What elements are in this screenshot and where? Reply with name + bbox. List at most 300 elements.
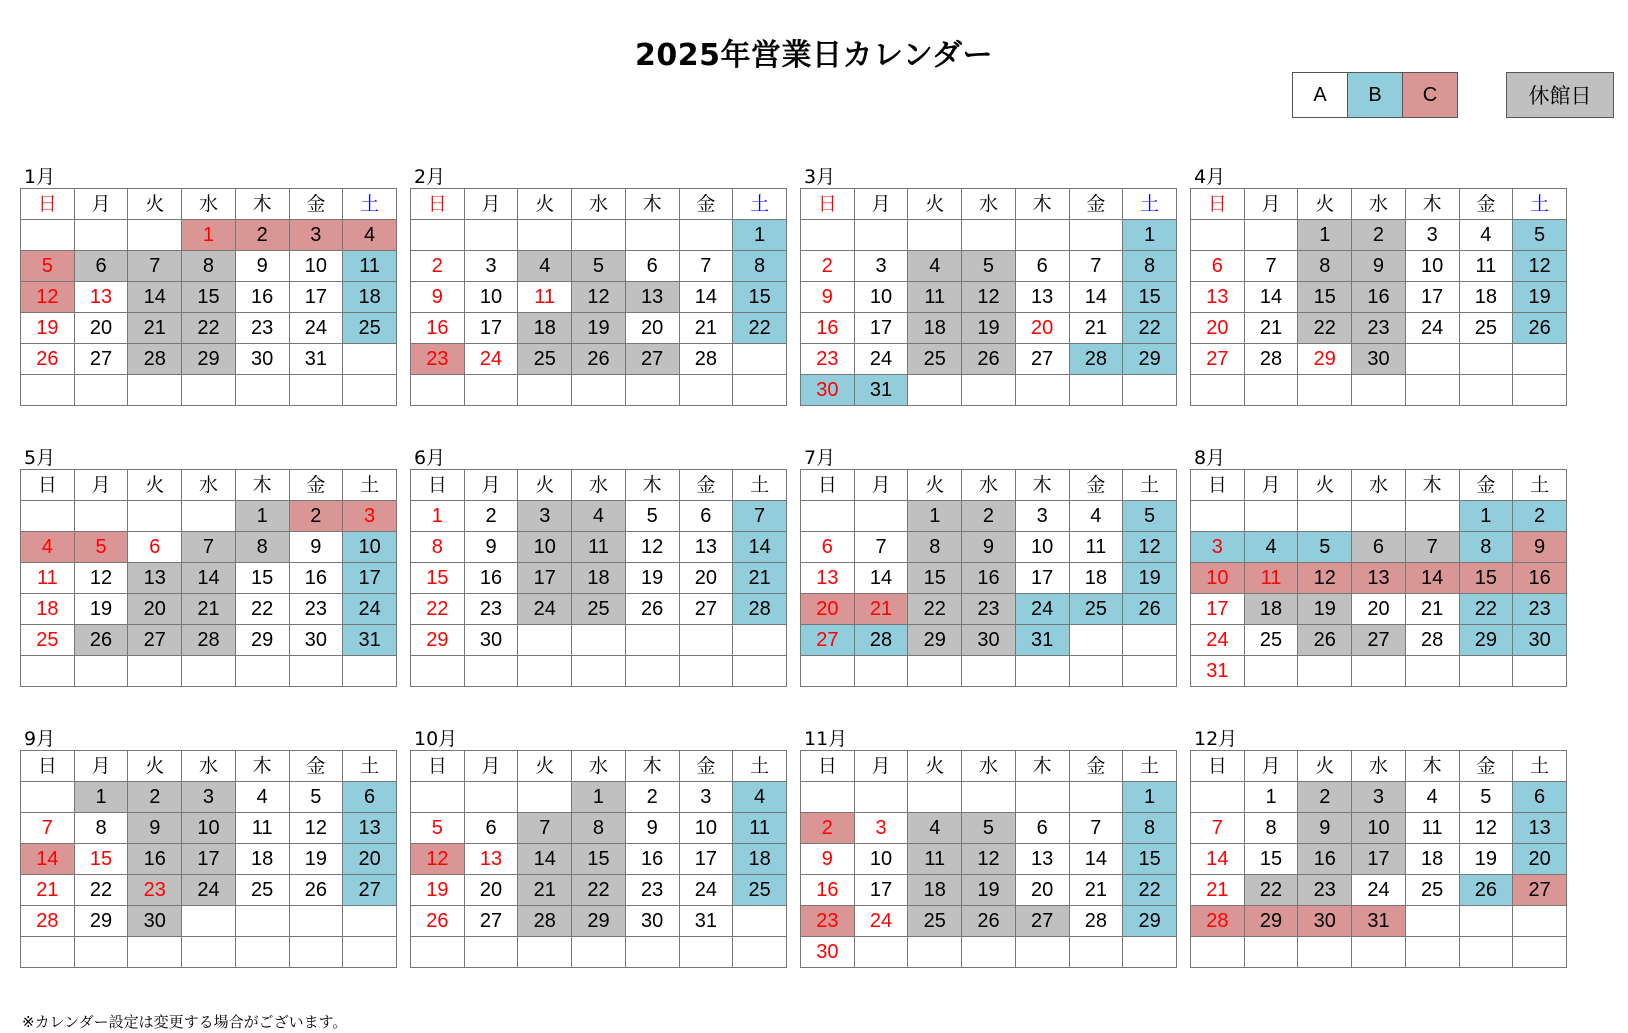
empty-cell (1123, 937, 1177, 968)
day-cell: 16 (801, 313, 855, 344)
day-cell: 28 (854, 625, 908, 656)
day-cell: 22 (182, 313, 236, 344)
week-row (1191, 313, 1567, 344)
empty-cell (1405, 344, 1459, 375)
weekday-header: 水 (572, 189, 626, 220)
month-table (20, 469, 397, 687)
weekday-header: 月 (74, 751, 128, 782)
day-cell: 21 (1405, 594, 1459, 625)
day-cell: 14 (518, 844, 572, 875)
empty-cell (21, 501, 75, 532)
weekday-header: 木 (1405, 470, 1459, 501)
weekday-header-row (1191, 470, 1567, 501)
weekday-header-row (801, 470, 1177, 501)
day-cell: 5 (962, 251, 1016, 282)
week-row (1191, 563, 1567, 594)
month-table (410, 469, 787, 687)
month-table (1190, 188, 1567, 406)
day-cell: 14 (128, 282, 182, 313)
day-cell: 18 (1459, 282, 1513, 313)
day-cell: 14 (21, 844, 75, 875)
day-cell: 28 (679, 344, 733, 375)
day-cell: 5 (572, 251, 626, 282)
empty-cell (289, 656, 343, 687)
day-cell: 14 (1069, 282, 1123, 313)
day-cell: 30 (128, 906, 182, 937)
weekday-header: 木 (1015, 189, 1069, 220)
day-cell: 20 (1352, 594, 1406, 625)
day-cell: 22 (411, 594, 465, 625)
day-cell: 30 (1352, 344, 1406, 375)
day-cell: 17 (1191, 594, 1245, 625)
day-cell: 23 (962, 594, 1016, 625)
day-cell: 31 (289, 344, 343, 375)
empty-cell (625, 656, 679, 687)
day-cell: 30 (801, 937, 855, 968)
weekday-header: 木 (625, 751, 679, 782)
day-cell: 26 (1123, 594, 1177, 625)
month-label: 5月 (24, 447, 56, 469)
day-cell: 27 (464, 906, 518, 937)
day-cell: 11 (908, 282, 962, 313)
week-row (1191, 813, 1567, 844)
day-cell: 12 (1459, 813, 1513, 844)
empty-cell (1459, 344, 1513, 375)
week-row (411, 501, 787, 532)
month-calendar (410, 728, 787, 968)
day-cell: 11 (908, 844, 962, 875)
empty-cell (733, 625, 787, 656)
week-row (21, 844, 397, 875)
weekday-header: 月 (854, 751, 908, 782)
day-cell: 23 (1298, 875, 1352, 906)
weekday-header: 日 (1191, 751, 1245, 782)
day-cell: 9 (289, 532, 343, 563)
weekday-header: 水 (572, 751, 626, 782)
day-cell: 19 (625, 563, 679, 594)
day-cell: 26 (1298, 625, 1352, 656)
weekday-header: 土 (1513, 751, 1567, 782)
day-cell: 24 (182, 875, 236, 906)
day-cell: 30 (1298, 906, 1352, 937)
empty-cell (1123, 375, 1177, 406)
day-cell: 23 (235, 313, 289, 344)
day-cell: 29 (182, 344, 236, 375)
day-cell: 18 (733, 844, 787, 875)
weekday-header: 火 (128, 470, 182, 501)
weekday-header: 火 (128, 189, 182, 220)
empty-cell (1405, 501, 1459, 532)
day-cell: 29 (74, 906, 128, 937)
day-cell: 7 (1069, 251, 1123, 282)
day-cell: 3 (182, 782, 236, 813)
weekday-header: 水 (572, 470, 626, 501)
empty-cell (128, 656, 182, 687)
weekday-header-row (21, 470, 397, 501)
empty-cell (182, 501, 236, 532)
day-cell: 10 (1015, 532, 1069, 563)
weekday-header: 水 (962, 189, 1016, 220)
day-cell: 7 (182, 532, 236, 563)
day-cell: 10 (1405, 251, 1459, 282)
day-cell: 16 (411, 313, 465, 344)
day-cell: 10 (1191, 563, 1245, 594)
empty-cell (1123, 625, 1177, 656)
day-cell: 2 (962, 501, 1016, 532)
day-cell: 29 (1244, 906, 1298, 937)
empty-cell (1459, 656, 1513, 687)
empty-cell (572, 375, 626, 406)
week-row (411, 344, 787, 375)
weekday-header: 木 (1015, 751, 1069, 782)
empty-cell (74, 656, 128, 687)
empty-cell (1191, 501, 1245, 532)
day-cell: 30 (625, 906, 679, 937)
week-row (1191, 844, 1567, 875)
empty-cell (74, 501, 128, 532)
month-table (410, 750, 787, 968)
day-cell: 25 (1069, 594, 1123, 625)
day-cell: 2 (625, 782, 679, 813)
day-cell: 11 (1459, 251, 1513, 282)
month-table (800, 750, 1177, 968)
day-cell: 20 (74, 313, 128, 344)
weekday-header: 月 (854, 470, 908, 501)
day-cell: 18 (1069, 563, 1123, 594)
day-cell: 24 (854, 906, 908, 937)
day-cell: 13 (1513, 813, 1567, 844)
weekday-header: 火 (1298, 751, 1352, 782)
empty-cell (74, 375, 128, 406)
weekday-header: 水 (1352, 189, 1406, 220)
day-cell: 7 (21, 813, 75, 844)
empty-cell (679, 656, 733, 687)
day-cell: 4 (572, 501, 626, 532)
day-cell: 4 (733, 782, 787, 813)
day-cell: 27 (801, 625, 855, 656)
empty-cell (625, 937, 679, 968)
day-cell: 2 (1352, 220, 1406, 251)
empty-cell (801, 220, 855, 251)
day-cell: 4 (518, 251, 572, 282)
week-row (21, 937, 397, 968)
day-cell: 26 (625, 594, 679, 625)
day-cell: 6 (1352, 532, 1406, 563)
legend-holiday: 休館日 (1506, 72, 1614, 118)
empty-cell (1244, 375, 1298, 406)
day-cell: 1 (182, 220, 236, 251)
week-row (801, 375, 1177, 406)
legend-a: A (1313, 83, 1327, 106)
week-row (801, 251, 1177, 282)
weekday-header: 火 (518, 470, 572, 501)
week-row (411, 251, 787, 282)
week-row (411, 220, 787, 251)
week-row (411, 937, 787, 968)
week-row (411, 906, 787, 937)
empty-cell (1298, 937, 1352, 968)
day-cell: 26 (1459, 875, 1513, 906)
day-cell: 1 (235, 501, 289, 532)
empty-cell (1069, 937, 1123, 968)
day-cell: 20 (343, 844, 397, 875)
day-cell: 27 (625, 344, 679, 375)
day-cell: 1 (733, 220, 787, 251)
weekday-header: 金 (679, 189, 733, 220)
empty-cell (1244, 937, 1298, 968)
week-row (801, 594, 1177, 625)
month-calendar (800, 166, 1177, 406)
day-cell: 18 (572, 563, 626, 594)
day-cell: 3 (679, 782, 733, 813)
day-cell: 2 (411, 251, 465, 282)
empty-cell (733, 344, 787, 375)
week-row (801, 344, 1177, 375)
empty-cell (625, 625, 679, 656)
weekday-header: 日 (21, 189, 75, 220)
day-cell: 10 (854, 282, 908, 313)
day-cell: 2 (1513, 501, 1567, 532)
empty-cell (464, 656, 518, 687)
empty-cell (1298, 501, 1352, 532)
day-cell: 15 (1459, 563, 1513, 594)
weekday-header: 水 (962, 751, 1016, 782)
day-cell: 13 (1352, 563, 1406, 594)
month-calendar (1190, 447, 1567, 687)
day-cell: 27 (1513, 875, 1567, 906)
day-cell: 31 (854, 375, 908, 406)
weekday-header: 月 (74, 470, 128, 501)
empty-cell (733, 656, 787, 687)
day-cell: 24 (1352, 875, 1406, 906)
weekday-header-row (21, 751, 397, 782)
empty-cell (679, 375, 733, 406)
empty-cell (1352, 937, 1406, 968)
weekday-header: 金 (1069, 751, 1123, 782)
week-row (801, 906, 1177, 937)
day-cell: 1 (1244, 782, 1298, 813)
day-cell: 3 (464, 251, 518, 282)
empty-cell (625, 220, 679, 251)
day-cell: 3 (854, 813, 908, 844)
day-cell: 27 (1015, 906, 1069, 937)
empty-cell (572, 625, 626, 656)
empty-cell (74, 220, 128, 251)
weekday-header: 土 (1123, 751, 1177, 782)
day-cell: 21 (1191, 875, 1245, 906)
day-cell: 10 (289, 251, 343, 282)
weekday-header: 火 (908, 189, 962, 220)
day-cell: 9 (1298, 813, 1352, 844)
empty-cell (854, 782, 908, 813)
empty-cell (1459, 375, 1513, 406)
day-cell: 6 (801, 532, 855, 563)
month-calendar (410, 447, 787, 687)
day-cell: 4 (1244, 532, 1298, 563)
day-cell: 19 (1513, 282, 1567, 313)
empty-cell (1069, 782, 1123, 813)
day-cell: 16 (962, 563, 1016, 594)
day-cell: 15 (1298, 282, 1352, 313)
day-cell: 8 (733, 251, 787, 282)
week-row (21, 813, 397, 844)
day-cell: 10 (854, 844, 908, 875)
day-cell: 5 (21, 251, 75, 282)
empty-cell (572, 220, 626, 251)
weekday-header: 日 (411, 189, 465, 220)
day-cell: 13 (343, 813, 397, 844)
weekday-header: 日 (411, 470, 465, 501)
weekday-header: 月 (1244, 470, 1298, 501)
weekday-header: 火 (1298, 470, 1352, 501)
day-cell: 8 (235, 532, 289, 563)
weekday-header: 水 (182, 751, 236, 782)
weekday-header: 日 (411, 751, 465, 782)
weekday-header-row (21, 189, 397, 220)
weekday-header: 土 (733, 470, 787, 501)
day-cell: 13 (1191, 282, 1245, 313)
empty-cell (21, 375, 75, 406)
day-cell: 24 (854, 344, 908, 375)
day-cell: 27 (1015, 344, 1069, 375)
day-cell: 29 (1459, 625, 1513, 656)
day-cell: 5 (1123, 501, 1177, 532)
day-cell: 17 (854, 313, 908, 344)
day-cell: 24 (464, 344, 518, 375)
day-cell: 29 (235, 625, 289, 656)
week-row (411, 313, 787, 344)
empty-cell (182, 375, 236, 406)
day-cell: 21 (518, 875, 572, 906)
day-cell: 8 (411, 532, 465, 563)
empty-cell (1244, 220, 1298, 251)
weekday-header: 水 (1352, 751, 1406, 782)
empty-cell (289, 906, 343, 937)
day-cell: 15 (572, 844, 626, 875)
weekday-header-row (411, 189, 787, 220)
day-cell: 21 (1069, 313, 1123, 344)
day-cell: 5 (289, 782, 343, 813)
empty-cell (962, 375, 1016, 406)
day-cell: 23 (625, 875, 679, 906)
day-cell: 16 (1352, 282, 1406, 313)
day-cell: 10 (182, 813, 236, 844)
day-cell: 1 (74, 782, 128, 813)
day-cell: 11 (1405, 813, 1459, 844)
day-cell: 26 (21, 344, 75, 375)
empty-cell (908, 375, 962, 406)
weekday-header: 木 (625, 189, 679, 220)
day-cell: 22 (1244, 875, 1298, 906)
day-cell: 3 (854, 251, 908, 282)
day-cell: 13 (1015, 282, 1069, 313)
empty-cell (343, 937, 397, 968)
day-cell: 8 (1244, 813, 1298, 844)
day-cell: 23 (1513, 594, 1567, 625)
weekday-header: 日 (21, 470, 75, 501)
day-cell: 25 (908, 906, 962, 937)
day-cell: 21 (1244, 313, 1298, 344)
day-cell: 23 (1352, 313, 1406, 344)
day-cell: 8 (908, 532, 962, 563)
month-label: 9月 (24, 728, 56, 750)
weekday-header: 水 (182, 189, 236, 220)
day-cell: 21 (182, 594, 236, 625)
day-cell: 12 (21, 282, 75, 313)
empty-cell (854, 501, 908, 532)
day-cell: 4 (1069, 501, 1123, 532)
weekday-header: 木 (235, 189, 289, 220)
day-cell: 27 (1191, 344, 1245, 375)
day-cell: 22 (1459, 594, 1513, 625)
empty-cell (518, 625, 572, 656)
weekday-header-row (801, 189, 1177, 220)
empty-cell (1123, 656, 1177, 687)
day-cell: 13 (464, 844, 518, 875)
weekday-header: 木 (235, 751, 289, 782)
day-cell: 17 (343, 563, 397, 594)
empty-cell (733, 906, 787, 937)
day-cell: 15 (235, 563, 289, 594)
week-row (411, 844, 787, 875)
week-row (1191, 656, 1567, 687)
day-cell: 22 (908, 594, 962, 625)
day-cell: 11 (343, 251, 397, 282)
day-cell: 17 (182, 844, 236, 875)
day-cell: 28 (518, 906, 572, 937)
day-cell: 21 (1069, 875, 1123, 906)
empty-cell (235, 906, 289, 937)
day-cell: 30 (962, 625, 1016, 656)
day-cell: 25 (908, 344, 962, 375)
day-cell: 8 (182, 251, 236, 282)
empty-cell (1513, 937, 1567, 968)
weekday-header: 火 (518, 751, 572, 782)
week-row (1191, 625, 1567, 656)
day-cell: 26 (411, 906, 465, 937)
day-cell: 20 (128, 594, 182, 625)
empty-cell (289, 937, 343, 968)
empty-cell (1015, 220, 1069, 251)
day-cell: 16 (625, 844, 679, 875)
day-cell: 6 (1191, 251, 1245, 282)
day-cell: 10 (343, 532, 397, 563)
day-cell: 11 (1069, 532, 1123, 563)
day-cell: 9 (128, 813, 182, 844)
day-cell: 2 (235, 220, 289, 251)
month-label: 7月 (804, 447, 836, 469)
day-cell: 28 (1405, 625, 1459, 656)
day-cell: 11 (235, 813, 289, 844)
empty-cell (128, 375, 182, 406)
day-cell: 24 (1191, 625, 1245, 656)
day-cell: 21 (854, 594, 908, 625)
day-cell: 9 (801, 282, 855, 313)
weekday-header: 金 (1459, 751, 1513, 782)
day-cell: 1 (1298, 220, 1352, 251)
day-cell: 13 (74, 282, 128, 313)
week-row (21, 501, 397, 532)
empty-cell (411, 375, 465, 406)
day-cell: 16 (801, 875, 855, 906)
day-cell: 10 (679, 813, 733, 844)
empty-cell (343, 906, 397, 937)
empty-cell (733, 375, 787, 406)
empty-cell (908, 782, 962, 813)
day-cell: 17 (679, 844, 733, 875)
day-cell: 3 (289, 220, 343, 251)
month-table (1190, 750, 1567, 968)
